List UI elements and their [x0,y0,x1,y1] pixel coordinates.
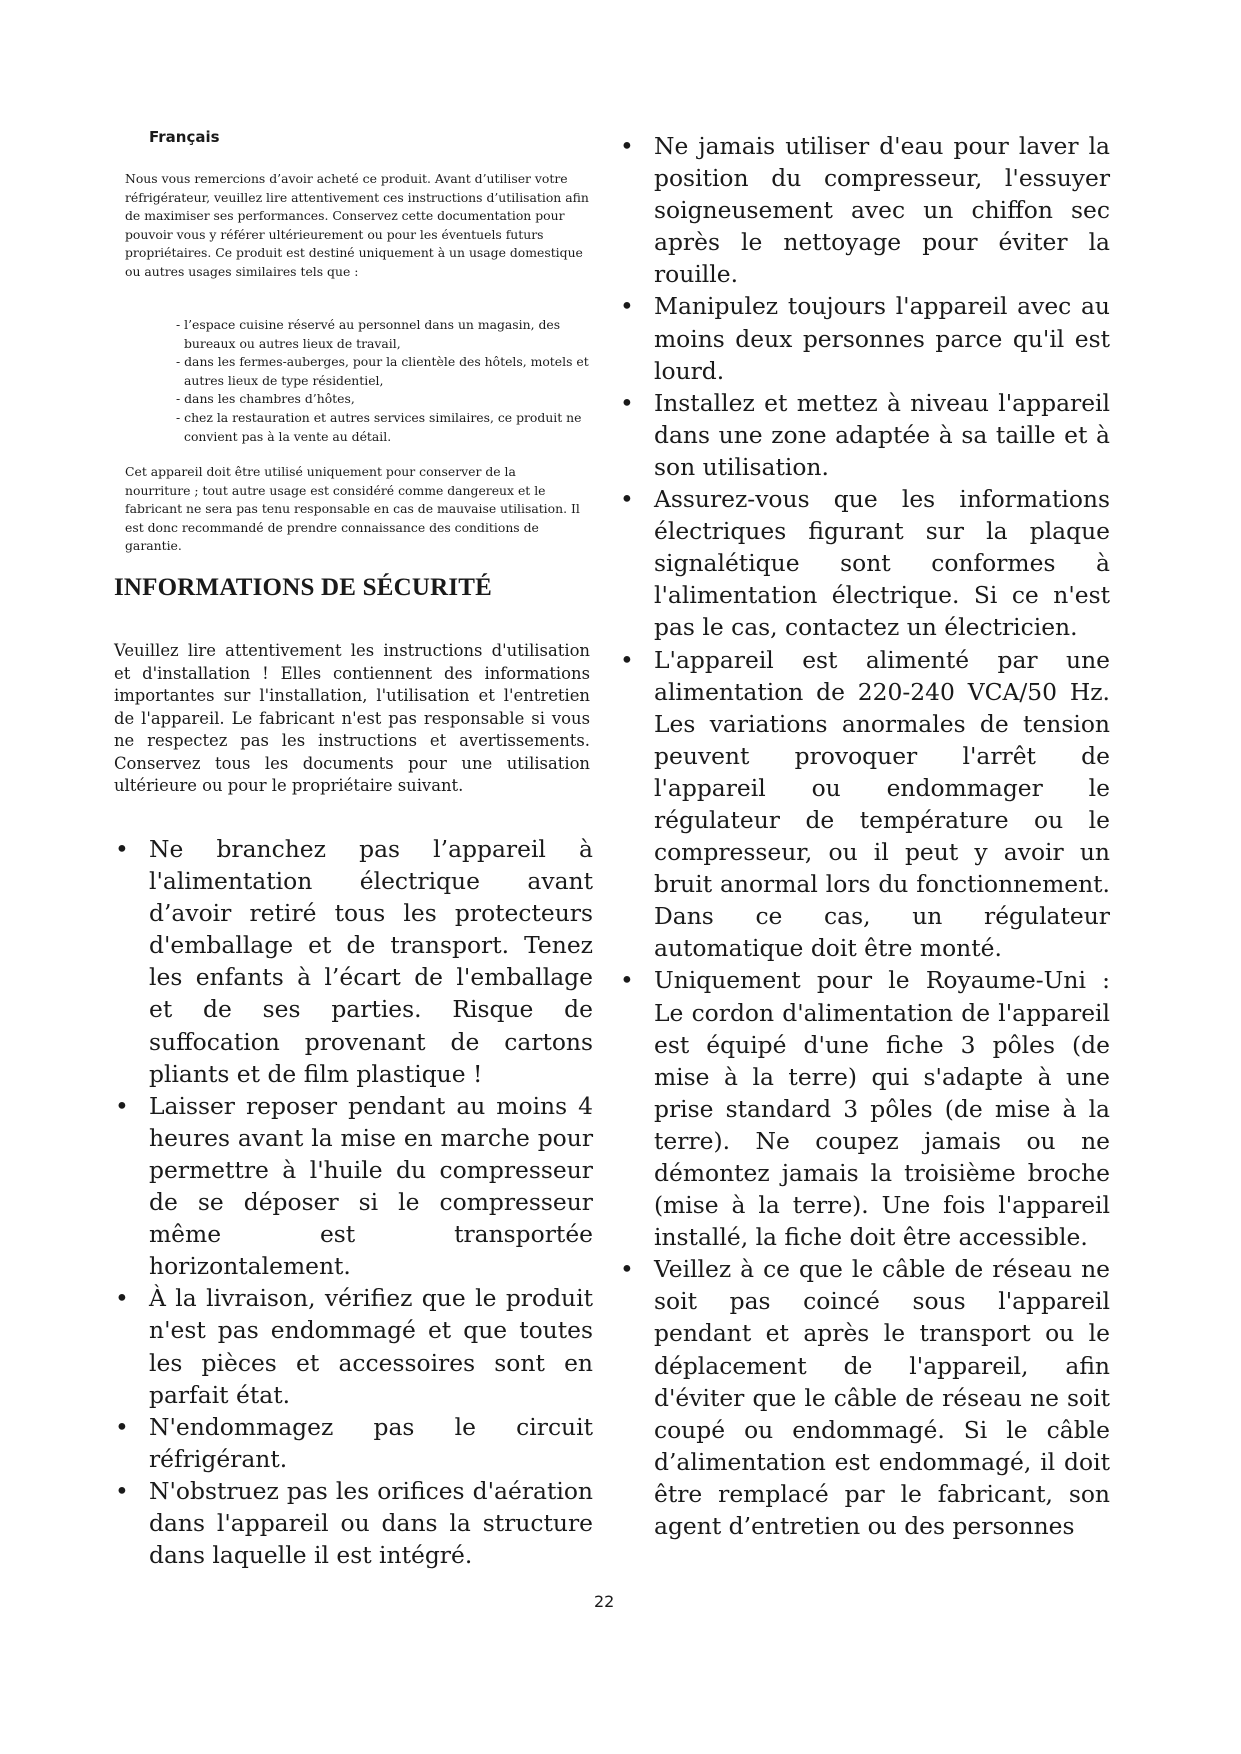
safety-item-text: Installez et mettez à niveau l'appareil dans une zone adaptée à sa taille et à son utilisation. [654,388,1110,481]
bullet-icon: • [620,485,634,514]
bullet-icon: • [620,966,634,995]
safety-item [113,1475,593,1571]
safety-list-right [618,130,1110,1542]
bullet-icon: • [620,645,634,674]
safety-item-text: Laisser reposer pendant au moins 4 heures avant la mise en marche pour permettre à l'huile du compresseur de se déposer si le compresseur même est transportée horizontalement. [149,1091,593,1281]
bullet-icon: • [620,132,634,160]
safety-item [618,483,1110,643]
warranty-paragraph: Cet appareil doit être utilisé uniquement pour conserver de la nourriture ; tout autre usage est considéré comme dangereux et le fabricant ne sera pas tenu responsable en cas de mauvaise utilisation. Il est donc recommandé de prendre connaissance des conditions de garantie. [125,464,580,554]
usage-item: - dans les fermes-auberges, pour la clientèle des hôtels, motels et autres lieux de type résidentiel, [176,354,589,388]
safety-item [618,387,1110,483]
safety-intro-paragraph: Veuillez lire attentivement les instructions d'utilisation et d'installation ! Elles contiennent des informations importantes sur l'installation, l'utilisation et l'entretien de l'appareil. Le fabricant n'est pas responsable si vous ne respectez pas les instructions et avertissements. Conservez tous les documents pour une utilisation ultérieure ou pour le propriétaire suivant. [114,641,590,795]
usage-item: - l’espace cuisine réservé au personnel dans un magasin, des bureaux ou autres lieux de travail, [176,317,561,351]
safety-item-text: À la livraison, vérifiez que le produit n'est pas endommagé et que toutes les pièces et accessoires sont en parfait état. [149,1284,593,1409]
safety-item-text: L'appareil est alimenté par une alimentation de 220-240 VCA/50 Hz. Les variations anormales de tension peuvent provoquer l'arrêt de l'appareil ou endommager le régulateur de température ou le compresseur, ou il peut y avoir un bruit anormal lors du fonctionnement. Dans ce cas, un régulateur automatique doit être monté. [654,645,1110,963]
safety-item-text: Ne jamais utiliser d'eau pour laver la position du compresseur, l'essuyer soigneusement avec un chiffon sec après le nettoyage pour éviter la rouille. [654,132,1110,289]
language-label: Français [149,128,220,146]
bullet-icon: • [115,1284,129,1313]
safety-item-text: Manipulez toujours l'appareil avec au moins deux personnes parce qu'il est lourd. [654,292,1110,385]
safety-item-text: Ne branchez pas l’appareil à l'alimentation électrique avant d’avoir retiré tous les protecteurs d'emballage et de transport. Tenez les enfants à l’écart de l'emballage et de ses parties. Risque de suffocation provenant de cartons pliants et de film plastique ! [149,835,593,1088]
safety-item-text: N'endommagez pas le circuit réfrigérant. [149,1412,593,1473]
intro-paragraph: Nous vous remercions d’avoir acheté ce produit. Avant d’utiliser votre réfrigérateur, veuillez lire attentivement ces instructions d’utilisation afin de maximiser ses performances. Conservez cette documentation pour pouvoir vous y référer ultérieurement ou pour les éventuels futurs propriétaires. Ce produit est destiné uniquement à un usage domestique ou autres usages similaires tels que : [125,171,589,279]
safety-item [113,1090,593,1283]
safety-item-text: Veillez à ce que le câble de réseau ne soit pas coincé sous l'appareil pendant et après le transport ou le déplacement de l'appareil, afin d'éviter que le câble de réseau ne soit coupé ou endommagé. Si le câble d’alimentation est endommagé, il doit être remplacé par le fabricant, son agent d’entretien ou des personnes [654,1255,1110,1541]
safety-item [113,1282,593,1410]
page-number: 22 [594,1592,615,1611]
usage-item: - dans les chambres d’hôtes, [176,391,355,407]
safety-list-left [113,833,593,1571]
bullet-icon: • [620,292,634,321]
bullet-icon: • [115,1091,129,1120]
safety-item [113,1411,593,1475]
safety-item [618,964,1110,1253]
bullet-icon: • [115,835,129,863]
bullet-icon: • [115,1476,129,1505]
safety-item [618,644,1110,965]
safety-item [618,1253,1110,1542]
safety-item [618,290,1110,386]
bullet-icon: • [115,1412,129,1441]
section-heading: INFORMATIONS DE SÉCURITÉ [114,574,493,601]
safety-item-text: Uniquement pour le Royaume-Uni : Le cordon d'alimentation de l'appareil est équipé d'une fiche 3 pôles (de mise à la terre) qui s'adapte à une prise standard 3 pôles (de mise à la terre). Ne coupez jamais ou ne démontez jamais la troisième broche (mise à la terre). Une fois l'appareil installé, la fiche doit être accessible. [654,966,1110,1252]
safety-item-text: N'obstruez pas les orifices d'aération dans l'appareil ou dans la structure dans laquelle il est intégré. [149,1476,593,1570]
bullet-icon: • [620,388,634,417]
usage-list [176,316,596,446]
safety-item-text: Assurez-vous que les informations électriques figurant sur la plaque signalétique sont conformes à l'alimentation électrique. Si ce n'est pas le cas, contactez un électricien. [654,485,1110,642]
safety-item [618,130,1110,290]
usage-item: - chez la restauration et autres services similaires, ce produit ne convient pas à la vente au détail. [176,409,582,444]
bullet-icon: • [620,1255,634,1284]
safety-item [113,833,593,1090]
